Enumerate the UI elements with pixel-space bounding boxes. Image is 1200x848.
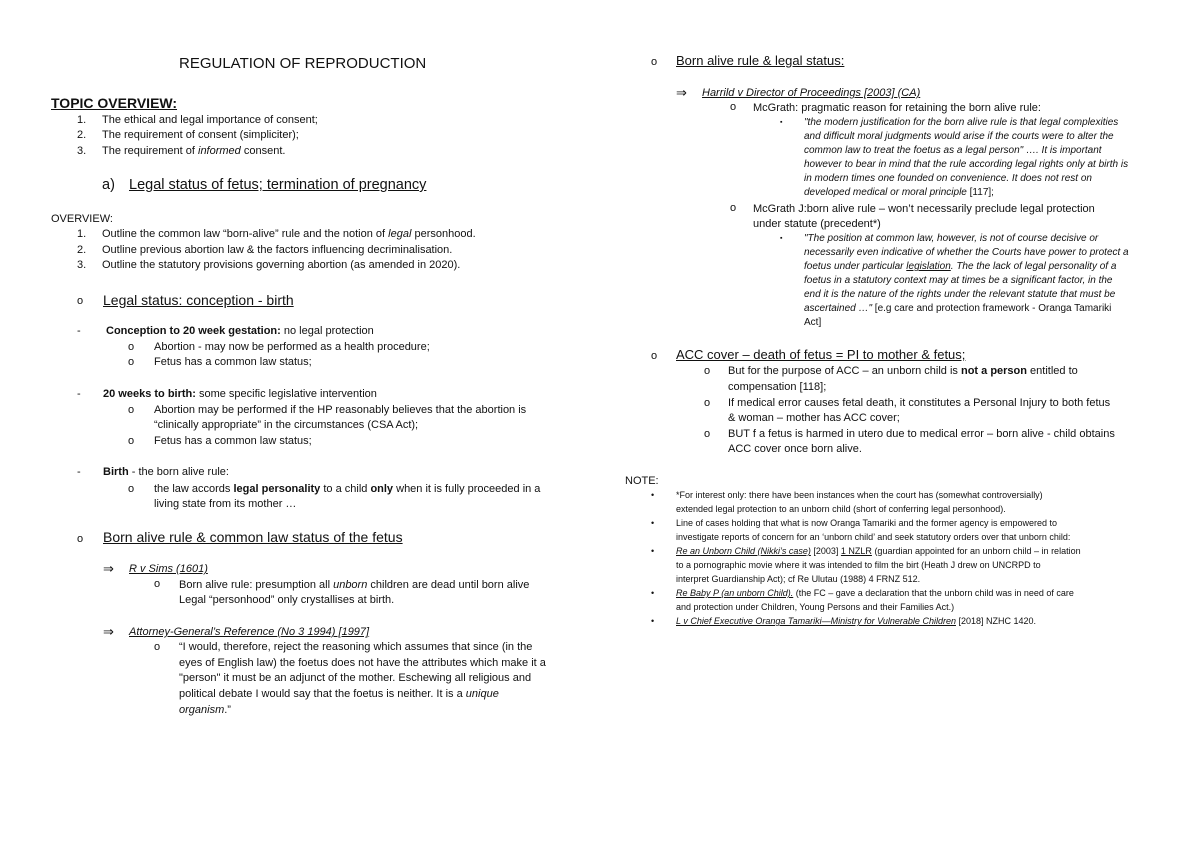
note-label: NOTE: (625, 475, 659, 487)
overview-label: OVERVIEW: (51, 213, 113, 225)
list-item-text: to a child (320, 483, 371, 495)
list-item-number: 1. (77, 228, 87, 240)
list-item-number: 3. (77, 259, 87, 271)
sub-bullet: o (128, 356, 135, 368)
arrow-icon: ⇒ (103, 624, 114, 639)
quote-text: developed medical or moral principle (804, 187, 967, 198)
acc-item-continuation: & woman – mother has ACC cover; (728, 412, 900, 424)
note-line: *For interest only: there have been instances when the court has (somewhat controversially) (676, 490, 1043, 500)
note-line (676, 616, 1036, 626)
note-text: (the FC – gave a declaration that the unborn child was in need of care (793, 588, 1074, 598)
quote-text: .” (224, 704, 231, 716)
quote-line (804, 187, 994, 198)
sub-bullet: o (128, 404, 135, 416)
quote-line: necessarily even indicative of whether the Courts have power to protect a (804, 247, 1129, 258)
acc-item-continuation: ACC cover once born alive. (728, 443, 862, 455)
section-bullet: o (651, 350, 658, 362)
sub-bullet: o (704, 397, 711, 409)
square-bullet: ▪ (780, 119, 783, 126)
quote-text: foetus under particular (804, 261, 907, 272)
arrow-icon: ⇒ (103, 561, 114, 576)
quote-ref: [117]; (966, 187, 994, 198)
list-item-continuation: living state from its mother … (154, 498, 297, 510)
arrow-icon: ⇒ (676, 85, 687, 100)
sub-bullet: o (154, 641, 161, 653)
sub-bullet: o (128, 341, 135, 353)
note-line: to a pornographic movie where it was intended to film the birt (Heath J drew on UNCRPD to (676, 560, 1041, 570)
quote-line (179, 704, 231, 716)
group-heading-rest: some specific legislative intervention (195, 388, 377, 400)
acc-item: If medical error causes fetal death, it constitutes a Personal Injury to both fetus (728, 397, 1111, 409)
note-line: interpret Guardianship Act); cf Re Ulutau (1988) 4 FRNZ 512. (676, 574, 921, 584)
section-a-marker: a) (102, 177, 115, 193)
acc-item: BUT f a fetus is harmed in utero due to medical error – born alive - child obtains (728, 428, 1115, 440)
case-name: R v Sims (1601) (129, 563, 208, 575)
group-heading-bold: Conception to 20 week gestation: (106, 325, 281, 337)
quote-line: "The position at common law, however, is not of course decisive or (804, 233, 1099, 244)
acc-item (728, 365, 1078, 377)
case-note-emphasis: unborn (333, 579, 368, 591)
note-underlined: 1 NZLR (840, 546, 872, 556)
list-item: Fetus has a common law status; (154, 356, 312, 368)
list-item: The ethical and legal importance of consent; (102, 114, 318, 126)
note-line (676, 588, 1074, 598)
list-item: The requirement of consent (simpliciter); (102, 129, 299, 141)
list-item-text: consent. (240, 145, 286, 157)
quote-emphasis: unique (465, 688, 499, 700)
list-item-number: 1. (77, 114, 87, 126)
list-item (154, 483, 540, 495)
section-a-heading: Legal status of fetus; termination of pregnancy (129, 177, 427, 193)
case-link: Re an Unborn Child (Nikki’s case) (676, 546, 811, 556)
quote-line: Act] (804, 317, 822, 328)
quote-line: common law to treat the foetus as a legal person" …. It is important (804, 145, 1102, 156)
section-bullet: o (651, 56, 658, 68)
dash-marker: - (77, 388, 81, 400)
list-item: Abortion may be performed if the HP reasonably believes that the abortion is (154, 404, 527, 416)
group-heading-bold: Birth (103, 466, 129, 478)
note-text: [2003] (810, 546, 841, 556)
quote-line: foetus in a statutory context may at times be a significant factor, in the (804, 275, 1113, 286)
sub-bullet: o (704, 365, 711, 377)
note-line (676, 546, 1081, 556)
point-text: McGrath J:born alive rule – won’t necessarily preclude legal protection (753, 203, 1095, 215)
case-note (179, 579, 529, 591)
square-bullet: ▪ (780, 235, 783, 242)
sub-bullet: o (154, 578, 161, 590)
sub-bullet: o (730, 202, 737, 214)
list-item: Abortion - may now be performed as a health procedure; (154, 341, 430, 353)
case-name: Harrild v Director of Proceedings [2003] (CA) (702, 87, 921, 99)
dash-marker: - (77, 325, 81, 337)
born-alive-legal-heading: Born alive rule & legal status: (676, 53, 845, 68)
quote-line: and difficult moral judgments would arise if the courts were to alter the (804, 131, 1114, 142)
section-bullet: o (77, 295, 84, 307)
quote-line: in modern times one founded on convenience. It does not rest on (804, 173, 1092, 184)
list-item-bold: only (370, 483, 394, 495)
point-text-continuation: under statute (precedent*) (753, 218, 881, 230)
list-item: Outline previous abortion law & the factors influencing decriminalisation. (102, 244, 453, 256)
list-item-bold: legal personality (233, 483, 321, 495)
case-note-text: children are dead until born alive (367, 579, 530, 591)
group-heading (103, 466, 229, 478)
quote-underlined: legislation (906, 261, 951, 272)
list-item-continuation: “clinically appropriate” in the circumstances (CSA Act); (154, 419, 419, 431)
note-line: investigate reports of concern for an ‘unborn child’ and seek statutory orders over that unborn child: (676, 532, 1071, 542)
group-heading (106, 325, 374, 337)
group-heading-bold: 20 weeks to birth: (103, 388, 196, 400)
sub-bullet: o (730, 101, 737, 113)
list-item-text: Outline the common law “born-alive” rule and the notion of (102, 228, 389, 240)
list-item-text: the law accords (154, 483, 234, 495)
case-name: Attorney-General’s Reference (No 3 1994) [1997] (129, 626, 370, 638)
acc-item-bold: not a person (960, 365, 1027, 377)
page-title: REGULATION OF REPRODUCTION (179, 55, 427, 72)
quote-line: "person" it must be an adjunct of the mother. Eschewing all religious and (179, 672, 532, 684)
quote-line: "the modern justification for the born alive rule is that legal complexities (804, 117, 1119, 128)
group-heading (103, 388, 377, 400)
list-item (102, 228, 476, 240)
note-bullet: • (651, 616, 655, 626)
note-text: [2018] NZHC 1420. (955, 616, 1037, 626)
list-item (102, 145, 285, 157)
acc-item-text: But for the purpose of ACC – an unborn child is (728, 365, 961, 377)
sub-bullet: o (128, 483, 135, 495)
list-item-number: 2. (77, 244, 87, 256)
note-line: Line of cases holding that what is now Oranga Tamariki and the former agency is empowered to (676, 518, 1058, 528)
note-bullet: • (651, 546, 655, 556)
list-item-text: The requirement of (102, 145, 198, 157)
list-item: Fetus has a common law status; (154, 435, 312, 447)
topic-overview-heading: TOPIC OVERVIEW: (51, 95, 178, 111)
acc-item-text: entitled to (1027, 365, 1078, 377)
group-heading-rest: - the born alive rule: (128, 466, 229, 478)
section-bullet: o (77, 533, 84, 545)
sub-bullet: o (128, 435, 135, 447)
list-item-number: 3. (77, 145, 87, 157)
note-line: extended legal protection to an unborn child (short of conferring legal personhood). (676, 504, 1006, 514)
list-item-emphasis: informed (198, 145, 241, 157)
point-text: McGrath: pragmatic reason for retaining the born alive rule: (753, 102, 1041, 114)
quote-ref: [e.g care and protection framework - Oranga Tamariki (872, 303, 1112, 314)
case-link: Re Baby P (an unborn Child). (676, 588, 794, 598)
sub-bullet: o (704, 428, 711, 440)
acc-heading: ACC cover – death of fetus = PI to mother & fetus; (676, 347, 966, 362)
quote-line: however to bear in mind that the rule according legal rights only at birth is (804, 159, 1129, 170)
note-bullet: • (651, 518, 655, 528)
list-item-emphasis: legal (388, 228, 412, 240)
case-note-continuation: Legal “personhood” only crystallises at birth. (179, 594, 395, 606)
group-heading-rest: no legal protection (280, 325, 374, 337)
quote-line: end it is the nature of the rights under the relevant statute that must be (804, 289, 1116, 300)
note-bullet: • (651, 490, 655, 500)
quote-line: eyes of English law) the foetus does not have the attributes which make it a (179, 657, 546, 669)
acc-item-continuation: compensation [118]; (728, 381, 827, 393)
case-note-text: Born alive rule: presumption all (179, 579, 334, 591)
case-link: L v Chief Executive Oranga Tamariki—Ministry for Vulnerable Children (676, 616, 956, 626)
quote-text: ascertained …" (804, 303, 873, 314)
list-item-text: personhood. (411, 228, 476, 240)
note-bullet: • (651, 588, 655, 598)
quote-text: . The the lack of legal personality of a (950, 261, 1117, 272)
dash-marker: - (77, 466, 81, 478)
quote-line (179, 688, 499, 700)
note-line: and protection under Children, Young Persons and their Families Act.) (676, 602, 955, 612)
quote-text: political debate I would say that the foetus is neither. It is a (179, 688, 466, 700)
list-item: Outline the statutory provisions governing abortion (as amended in 2020). (102, 259, 461, 271)
list-item-text: when it is fully proceeded in a (393, 483, 541, 495)
quote-line (804, 303, 1111, 314)
quote-line: “I would, therefore, reject the reasoning which assumes that since (in the (179, 641, 533, 653)
born-alive-common-heading: Born alive rule & common law status of the fetus (103, 529, 403, 545)
quote-emphasis: organism (179, 704, 225, 716)
quote-line (804, 261, 1116, 272)
list-item-number: 2. (77, 129, 87, 141)
note-text: (guardian appointed for an unborn child – in relation (871, 546, 1081, 556)
legal-status-heading: Legal status: conception - birth (103, 292, 294, 308)
